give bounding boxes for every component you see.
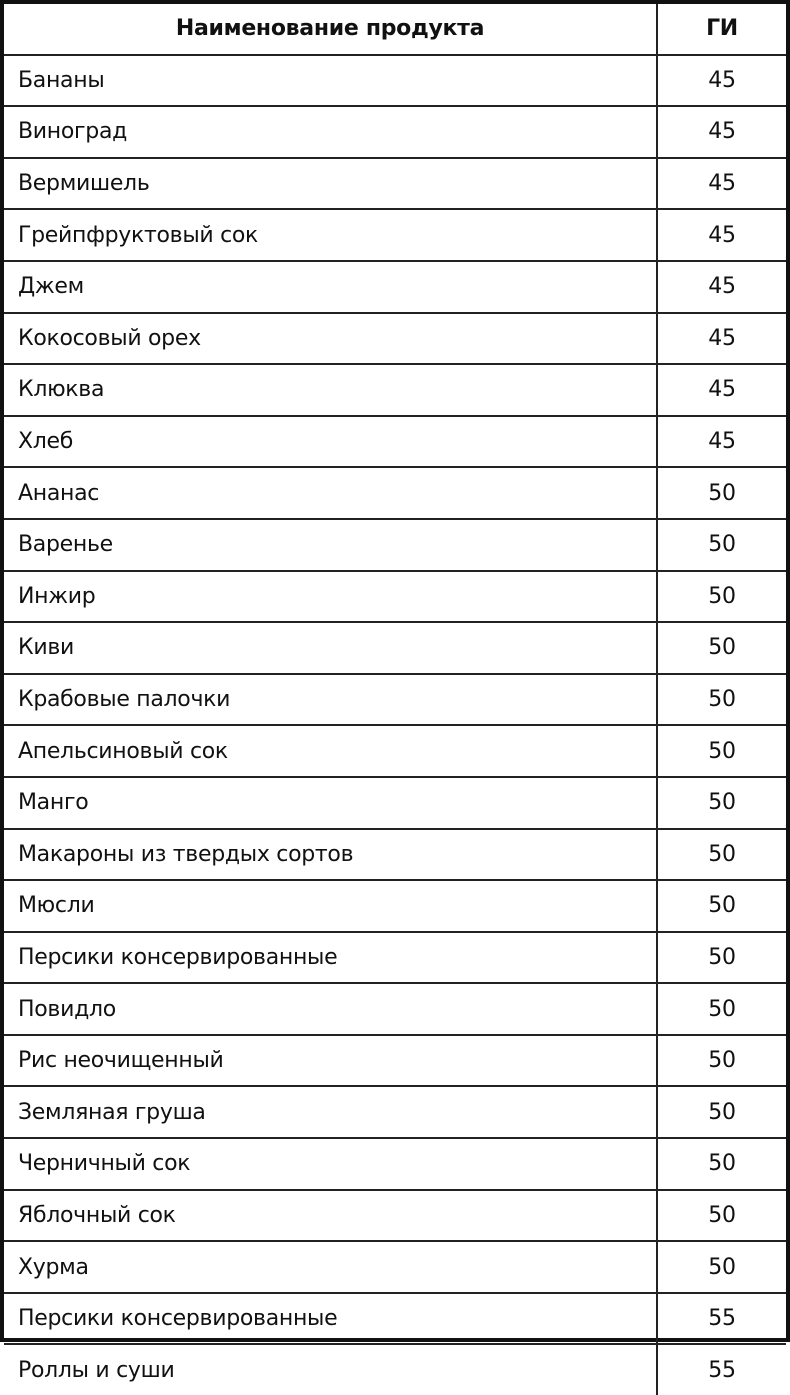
table-body — [4, 55, 786, 1395]
product-name-cell: Персики консервированные — [4, 932, 657, 984]
product-name-cell: Киви — [4, 622, 657, 674]
gi-value-cell: 45 — [657, 416, 786, 468]
table-row — [4, 1293, 786, 1345]
table-row — [4, 519, 786, 571]
table-row — [4, 880, 786, 932]
gi-value-cell: 50 — [657, 983, 786, 1035]
product-name-cell: Джем — [4, 261, 657, 313]
table-row — [4, 106, 786, 158]
table-row — [4, 1190, 786, 1242]
gi-value-cell: 50 — [657, 467, 786, 519]
table-row — [4, 725, 786, 777]
product-name-cell: Манго — [4, 777, 657, 829]
product-name-cell: Апельсиновый сок — [4, 725, 657, 777]
glycemic-index-table — [4, 4, 786, 1395]
table-header-row — [4, 4, 786, 55]
table-row — [4, 1138, 786, 1190]
table-row — [4, 1086, 786, 1138]
table-row — [4, 416, 786, 468]
product-name-cell: Яблочный сок — [4, 1190, 657, 1242]
product-name-cell: Роллы и суши — [4, 1344, 657, 1395]
table-row — [4, 674, 786, 726]
product-name-cell: Рис неочищенный — [4, 1035, 657, 1087]
product-name-cell: Вермишель — [4, 158, 657, 210]
gi-value-cell: 45 — [657, 106, 786, 158]
gi-value-cell: 45 — [657, 55, 786, 107]
product-name-cell: Бананы — [4, 55, 657, 107]
gi-value-cell: 50 — [657, 1138, 786, 1190]
product-name-cell: Кокосовый орех — [4, 313, 657, 365]
gi-value-cell: 50 — [657, 1086, 786, 1138]
gi-value-cell: 50 — [657, 1190, 786, 1242]
table-row — [4, 313, 786, 365]
product-name-cell: Черничный сок — [4, 1138, 657, 1190]
gi-value-cell: 50 — [657, 725, 786, 777]
product-name-cell: Земляная груша — [4, 1086, 657, 1138]
product-name-cell: Персики консервированные — [4, 1293, 657, 1345]
product-name-cell: Крабовые палочки — [4, 674, 657, 726]
product-name-cell: Ананас — [4, 467, 657, 519]
column-header-product-name: Наименование продукта — [4, 4, 657, 55]
column-header-gi: ГИ — [657, 4, 786, 55]
table-row — [4, 467, 786, 519]
gi-value-cell: 50 — [657, 1035, 786, 1087]
gi-value-cell: 55 — [657, 1344, 786, 1395]
gi-value-cell: 50 — [657, 932, 786, 984]
table-row — [4, 261, 786, 313]
table-row — [4, 777, 786, 829]
gi-value-cell: 50 — [657, 829, 786, 881]
gi-value-cell: 50 — [657, 674, 786, 726]
gi-value-cell: 50 — [657, 622, 786, 674]
product-name-cell: Клюква — [4, 364, 657, 416]
gi-value-cell: 50 — [657, 519, 786, 571]
product-name-cell: Виноград — [4, 106, 657, 158]
table-row — [4, 55, 786, 107]
gi-value-cell: 50 — [657, 777, 786, 829]
table-row — [4, 209, 786, 261]
table-row — [4, 364, 786, 416]
product-name-cell: Хурма — [4, 1241, 657, 1293]
product-name-cell: Грейпфруктовый сок — [4, 209, 657, 261]
product-name-cell: Хлеб — [4, 416, 657, 468]
product-name-cell: Макароны из твердых сортов — [4, 829, 657, 881]
gi-value-cell: 45 — [657, 209, 786, 261]
table-row — [4, 983, 786, 1035]
gi-value-cell: 50 — [657, 880, 786, 932]
gi-value-cell: 45 — [657, 158, 786, 210]
gi-value-cell: 55 — [657, 1293, 786, 1345]
gi-value-cell: 45 — [657, 261, 786, 313]
product-name-cell: Инжир — [4, 571, 657, 623]
table-row — [4, 1241, 786, 1293]
table-row — [4, 829, 786, 881]
table-row — [4, 571, 786, 623]
table-row — [4, 1344, 786, 1395]
product-name-cell: Варенье — [4, 519, 657, 571]
gi-value-cell: 45 — [657, 364, 786, 416]
table-row — [4, 932, 786, 984]
table-row — [4, 1035, 786, 1087]
product-name-cell: Мюсли — [4, 880, 657, 932]
gi-value-cell: 50 — [657, 571, 786, 623]
table-row — [4, 158, 786, 210]
table-row — [4, 622, 786, 674]
gi-value-cell: 50 — [657, 1241, 786, 1293]
product-name-cell: Повидло — [4, 983, 657, 1035]
gi-value-cell: 45 — [657, 313, 786, 365]
